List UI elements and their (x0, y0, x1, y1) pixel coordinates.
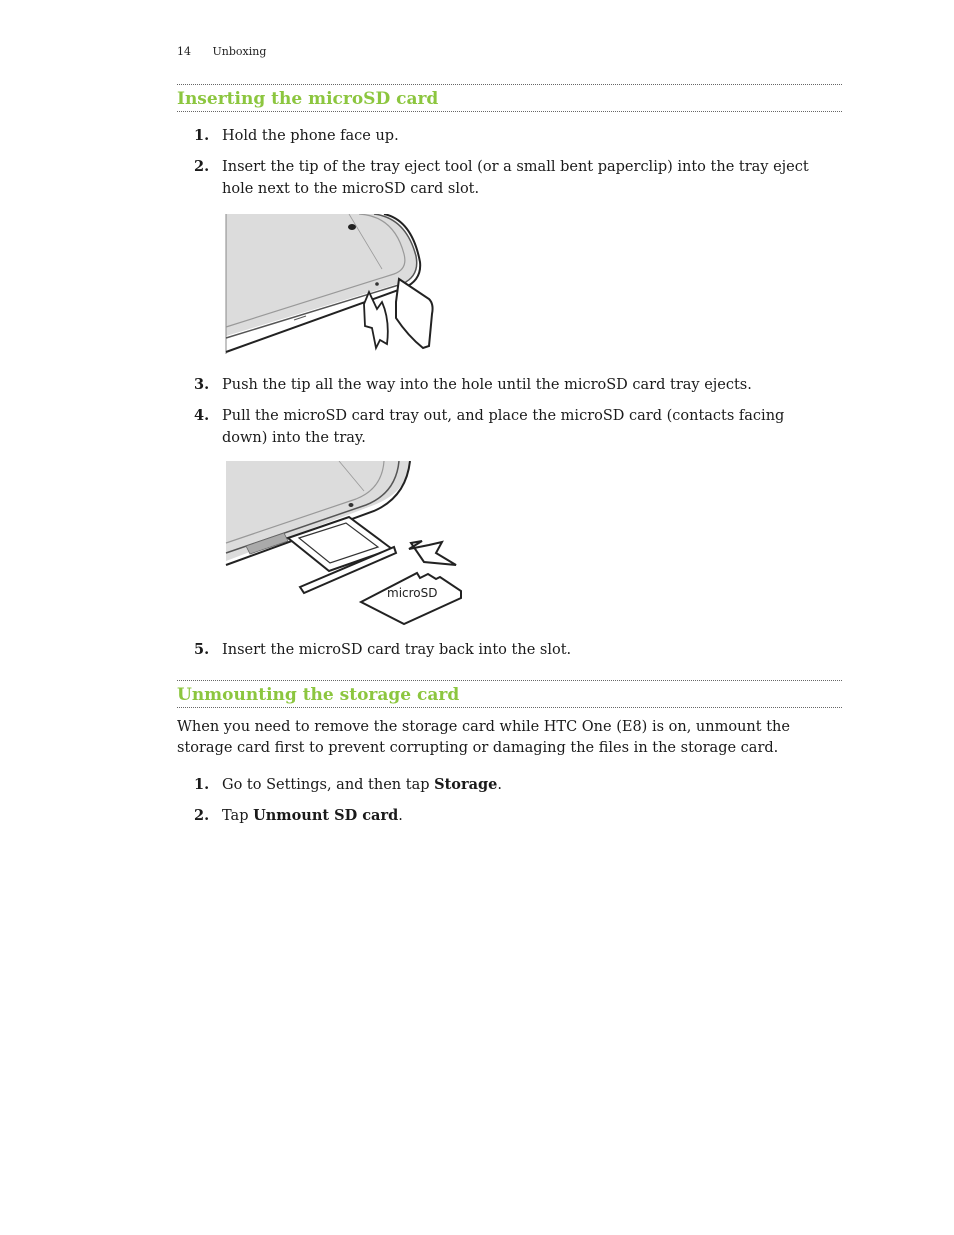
microsd-tray-illustration (224, 461, 469, 626)
step-text: Insert the tip of the tray eject tool (or a small bent paperclip) into the tray eject hole next to the microSD card slot. (222, 159, 809, 197)
unmount-step-2 (194, 805, 834, 827)
unmount-step-1 (194, 774, 834, 796)
unmount-intro: When you need to remove the storage card while HTC One (E8) is on, unmount the storage card first to prevent corrupting or damaging the files in the storage card. (177, 719, 790, 756)
step-text: Go to Settings, and then tap Storage. (222, 776, 502, 793)
microsd-card-label: microSD (387, 586, 438, 600)
step-number: 1. (194, 776, 210, 793)
eject-tool-illustration (224, 214, 439, 356)
step-4 (194, 405, 834, 449)
step-number: 1. (194, 127, 210, 144)
step-number: 2. (194, 158, 210, 175)
step-text: Insert the microSD card tray back into the slot. (222, 642, 572, 658)
step-2 (194, 156, 834, 200)
page-number: 14 (177, 45, 191, 58)
step-number: 5. (194, 641, 210, 658)
step-number: 3. (194, 376, 210, 393)
step-text: Pull the microSD card tray out, and place the microSD card (contacts facing down) into the tray. (222, 408, 785, 446)
section-title-inserting: Inserting the microSD card (177, 84, 842, 112)
step-5 (194, 639, 834, 661)
storage-term: Storage (434, 776, 498, 793)
step-3 (194, 374, 834, 396)
chapter-name: Unboxing (212, 45, 267, 58)
section-title-unmounting: Unmounting the storage card (177, 680, 842, 708)
unmount-sd-term: Unmount SD card (253, 807, 399, 824)
step-number: 2. (194, 807, 210, 824)
step-text: Tap Unmount SD card. (222, 807, 403, 824)
step-text: Push the tip all the way into the hole until the microSD card tray ejects. (222, 377, 752, 393)
step-1 (194, 125, 834, 147)
step-number: 4. (194, 407, 210, 424)
page-header (177, 45, 266, 58)
step-text: Hold the phone face up. (222, 128, 399, 144)
